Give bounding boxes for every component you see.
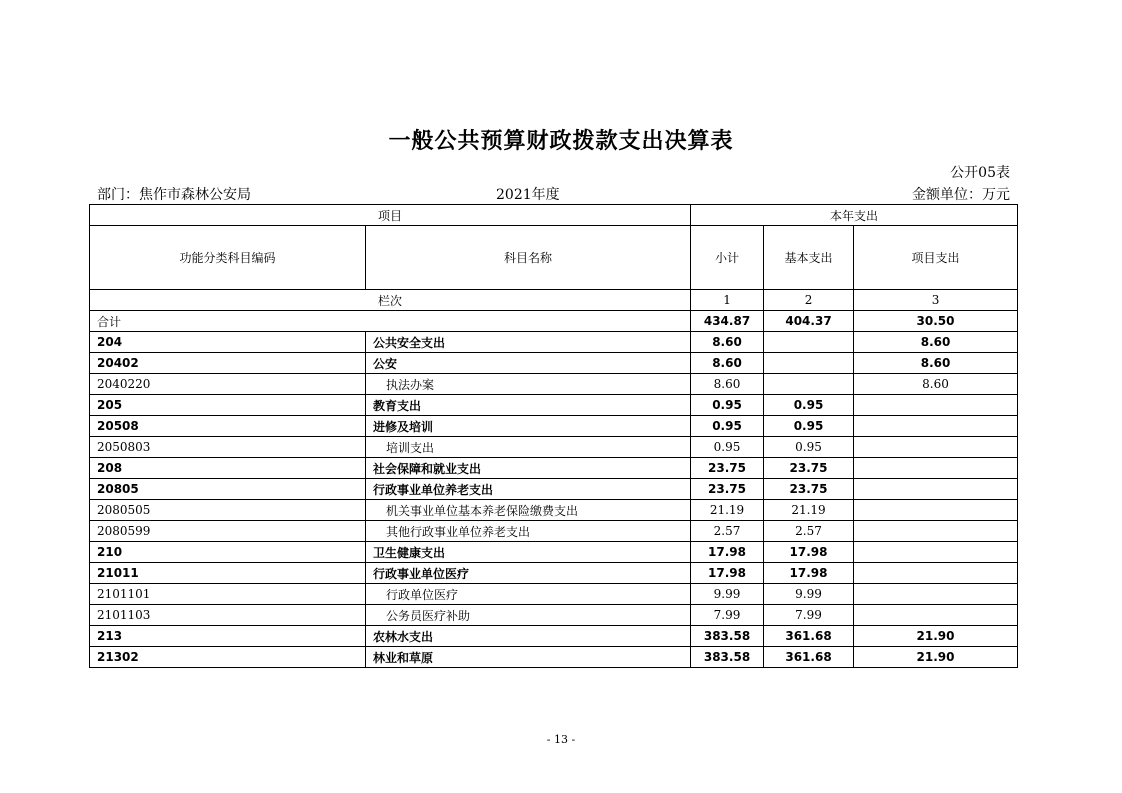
page-title: 一般公共预算财政拨款支出决算表 — [388, 129, 734, 154]
row-code: 204 — [90, 332, 366, 353]
row-name: 机关事业单位基本养老保险缴费支出 — [366, 500, 691, 521]
row-subtotal: 8.60 — [691, 353, 764, 374]
row-project — [854, 500, 1018, 521]
header-column-index: 栏次 — [90, 290, 691, 311]
table-row — [90, 479, 1018, 500]
row-project — [854, 605, 1018, 626]
row-code: 21302 — [90, 647, 366, 668]
row-code: 2040220 — [90, 374, 366, 395]
page-number: - 13 - — [546, 733, 576, 746]
row-basic: 23.75 — [764, 479, 854, 500]
row-basic: 2.57 — [764, 521, 854, 542]
row-basic: 17.98 — [764, 563, 854, 584]
row-name: 林业和草原 — [366, 647, 691, 668]
table-row — [90, 542, 1018, 563]
table-row — [90, 584, 1018, 605]
header-col-1: 1 — [691, 290, 764, 311]
row-basic — [764, 353, 854, 374]
table-row — [90, 395, 1018, 416]
header-col-3: 3 — [854, 290, 1018, 311]
row-project — [854, 521, 1018, 542]
row-code: 205 — [90, 395, 366, 416]
row-subtotal: 2.57 — [691, 521, 764, 542]
row-name: 社会保障和就业支出 — [366, 458, 691, 479]
row-code: 20805 — [90, 479, 366, 500]
form-number: 公开05表 — [950, 165, 1010, 181]
row-project — [854, 563, 1018, 584]
row-name: 其他行政事业单位养老支出 — [366, 521, 691, 542]
row-subtotal: 0.95 — [691, 416, 764, 437]
table-row — [90, 416, 1018, 437]
row-project — [854, 458, 1018, 479]
header-col-2: 2 — [764, 290, 854, 311]
row-project: 21.90 — [854, 626, 1018, 647]
table-row — [90, 353, 1018, 374]
row-project — [854, 437, 1018, 458]
header-row-index — [90, 290, 1018, 311]
header-current-year: 本年支出 — [691, 205, 1018, 226]
table-row — [90, 605, 1018, 626]
table-row — [90, 458, 1018, 479]
row-subtotal: 9.99 — [691, 584, 764, 605]
row-name: 公安 — [366, 353, 691, 374]
row-name: 卫生健康支出 — [366, 542, 691, 563]
header-name: 科目名称 — [366, 226, 691, 290]
row-subtotal: 383.58 — [691, 647, 764, 668]
row-basic: 361.68 — [764, 626, 854, 647]
row-name: 教育支出 — [366, 395, 691, 416]
row-code: 2101101 — [90, 584, 366, 605]
header-project-expenditure: 项目支出 — [854, 226, 1018, 290]
row-basic: 0.95 — [764, 437, 854, 458]
row-name: 行政事业单位医疗 — [366, 563, 691, 584]
unit-label: 金额单位：万元 — [912, 187, 1010, 203]
row-project: 8.60 — [854, 374, 1018, 395]
row-project — [854, 395, 1018, 416]
row-name: 农林水支出 — [366, 626, 691, 647]
total-subtotal: 434.87 — [691, 311, 764, 332]
header-row-top — [90, 205, 1018, 226]
row-project: 21.90 — [854, 647, 1018, 668]
row-code: 2080505 — [90, 500, 366, 521]
row-name: 培训支出 — [366, 437, 691, 458]
row-basic: 0.95 — [764, 416, 854, 437]
row-code: 2080599 — [90, 521, 366, 542]
total-label: 合计 — [90, 311, 691, 332]
row-subtotal: 23.75 — [691, 479, 764, 500]
row-project — [854, 479, 1018, 500]
header-subtotal: 小计 — [691, 226, 764, 290]
row-basic: 23.75 — [764, 458, 854, 479]
row-name: 进修及培训 — [366, 416, 691, 437]
row-name: 执法办案 — [366, 374, 691, 395]
row-subtotal: 17.98 — [691, 542, 764, 563]
row-subtotal: 23.75 — [691, 458, 764, 479]
row-basic: 361.68 — [764, 647, 854, 668]
header-code: 功能分类科目编码 — [90, 226, 366, 290]
row-subtotal: 17.98 — [691, 563, 764, 584]
table-row — [90, 500, 1018, 521]
department-label: 部门：焦作市森林公安局 — [97, 187, 251, 203]
header-row-columns — [90, 226, 1018, 290]
row-basic: 17.98 — [764, 542, 854, 563]
row-project — [854, 542, 1018, 563]
row-subtotal: 7.99 — [691, 605, 764, 626]
row-project: 8.60 — [854, 332, 1018, 353]
row-subtotal: 8.60 — [691, 332, 764, 353]
table-row — [90, 563, 1018, 584]
row-code: 2050803 — [90, 437, 366, 458]
row-name: 公共安全支出 — [366, 332, 691, 353]
row-code: 2101103 — [90, 605, 366, 626]
row-code: 208 — [90, 458, 366, 479]
row-code: 213 — [90, 626, 366, 647]
row-project — [854, 416, 1018, 437]
row-basic: 0.95 — [764, 395, 854, 416]
row-code: 20508 — [90, 416, 366, 437]
table-row — [90, 647, 1018, 668]
row-subtotal: 0.95 — [691, 395, 764, 416]
row-subtotal: 0.95 — [691, 437, 764, 458]
row-basic: 21.19 — [764, 500, 854, 521]
year-label: 2021年度 — [496, 187, 560, 203]
table-row — [90, 521, 1018, 542]
total-row — [90, 311, 1018, 332]
row-name: 行政单位医疗 — [366, 584, 691, 605]
row-subtotal: 8.60 — [691, 374, 764, 395]
row-basic — [764, 332, 854, 353]
table-row — [90, 374, 1018, 395]
row-basic — [764, 374, 854, 395]
row-basic: 9.99 — [764, 584, 854, 605]
table-row — [90, 626, 1018, 647]
row-code: 20402 — [90, 353, 366, 374]
row-subtotal: 21.19 — [691, 500, 764, 521]
table-row — [90, 437, 1018, 458]
total-basic: 404.37 — [764, 311, 854, 332]
row-code: 210 — [90, 542, 366, 563]
row-project: 8.60 — [854, 353, 1018, 374]
header-project: 项目 — [90, 205, 691, 226]
row-basic: 7.99 — [764, 605, 854, 626]
row-name: 行政事业单位养老支出 — [366, 479, 691, 500]
row-name: 公务员医疗补助 — [366, 605, 691, 626]
row-code: 21011 — [90, 563, 366, 584]
row-project — [854, 584, 1018, 605]
expenditure-table — [89, 204, 1018, 668]
row-subtotal: 383.58 — [691, 626, 764, 647]
total-project: 30.50 — [854, 311, 1018, 332]
header-basic: 基本支出 — [764, 226, 854, 290]
table-row — [90, 332, 1018, 353]
